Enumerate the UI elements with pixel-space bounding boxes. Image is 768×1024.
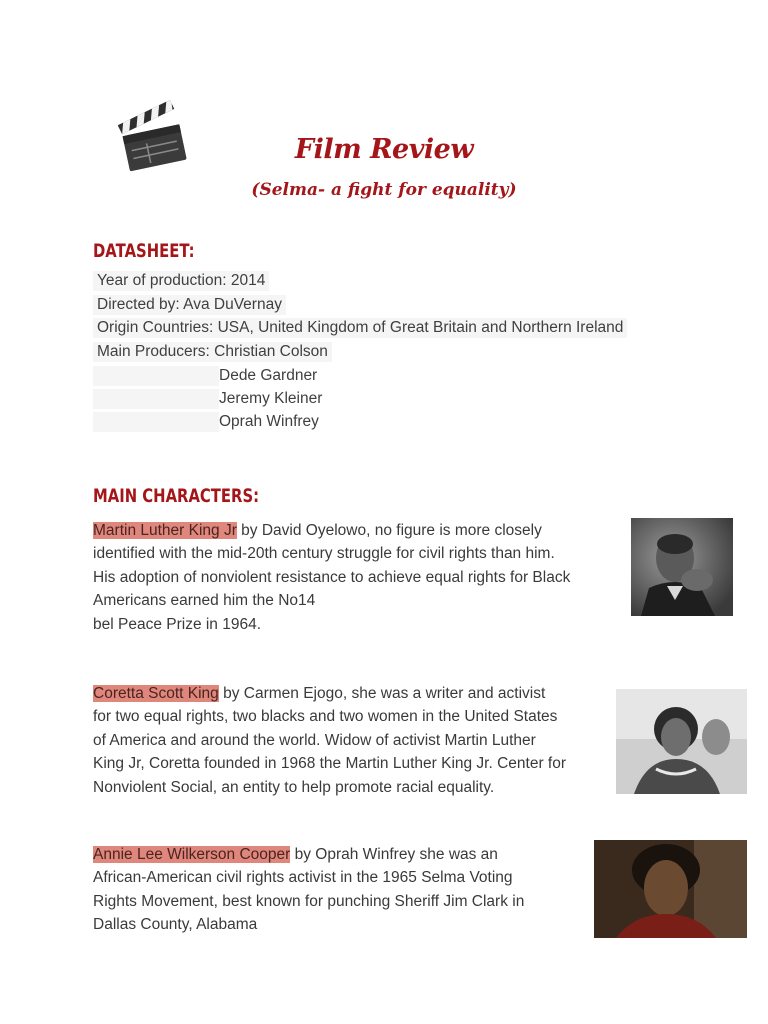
portrait-mlk [631,518,733,616]
page-title: Film Review [294,134,474,165]
datasheet-row: Main Producers: Christian Colson [93,342,332,362]
datasheet-row: Jeremy Kleiner [93,389,322,409]
datasheet-row: Directed by: Ava DuVernay [93,295,286,315]
character-name: Annie Lee Wilkerson Cooper [93,846,291,863]
characters-heading: MAIN CHARACTERS: [93,485,260,507]
datasheet-heading: DATASHEET: [93,240,195,262]
character-name: Martin Luther King Jr [93,522,237,539]
character-coretta: Coretta Scott King by Carmen Ejogo, she was a writer and activist for two equal rights, two blacks and two women in the United States of America and around the world. Widow of activist Martin Luther King Jr, Coretta founded in 1968 the Martin Luther King Jr. Center for Nonviolent Social, an entity to help promote racial equality. [93,685,567,796]
datasheet-row: Year of production: 2014 [93,271,269,291]
character-mlk: Martin Luther King Jr by David Oyelowo, no figure is more closely identified with the mid-20th century struggle for civil rights than him. His adoption of nonviolent resistance to achieve equal rights for Black Americans earned him the No14 bel Peace Prize in 1964. [93,522,571,633]
portrait-annie [594,840,747,938]
character-name: Coretta Scott King [93,685,219,702]
datasheet-row: Origin Countries: USA, United Kingdom of Great Britain and Northern Ireland [93,318,627,338]
datasheet-row: Oprah Winfrey [93,412,319,432]
portrait-coretta [616,689,747,794]
page-subtitle: (Selma- a fight for equality) [251,180,517,200]
datasheet-row: Dede Gardner [93,366,317,386]
character-annie: Annie Lee Wilkerson Cooper by Oprah Winfrey she was an African-American civil rights activist in the 1965 Selma Voting Rights Movement, best known for punching Sheriff Jim Clark in Dallas County, Alabama [93,846,525,934]
